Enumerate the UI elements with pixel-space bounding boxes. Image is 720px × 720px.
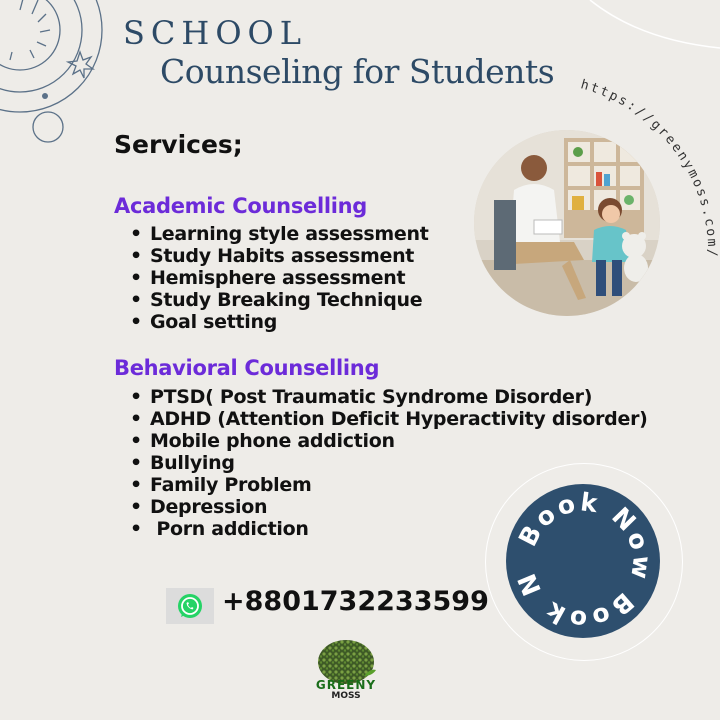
list-item: • Goal setting	[130, 311, 429, 333]
whatsapp-badge[interactable]	[166, 588, 214, 624]
academic-list	[130, 223, 429, 333]
list-item: • Bullying	[130, 452, 648, 474]
page-title: SCHOOL	[123, 14, 308, 52]
list-item: • ADHD (Attention Deficit Hyperactivity disorder)	[130, 408, 648, 430]
page-subtitle: Counseling for Students	[160, 52, 555, 91]
list-item: • Hemisphere assessment	[130, 267, 429, 289]
book-now-text: Book Now Book N	[510, 487, 658, 635]
services-label: Services;	[114, 130, 243, 159]
book-now-button[interactable]	[506, 484, 660, 638]
phone-number[interactable]: +8801732233599	[222, 586, 489, 617]
list-item: • Family Problem	[130, 474, 648, 496]
list-item: • PTSD( Post Traumatic Syndrome Disorder)	[130, 386, 648, 408]
svg-text:Book Now Book Now	[506, 484, 657, 635]
whatsapp-icon	[175, 591, 205, 621]
counseling-photo	[474, 130, 660, 316]
list-item: • Study Habits assessment	[130, 245, 429, 267]
logo-text-moss: MOSS	[331, 691, 361, 701]
list-item: • Learning style assessment	[130, 223, 429, 245]
behavioral-heading: Behavioral Counselling	[114, 356, 380, 380]
astrolabe-decoration	[0, 0, 130, 150]
list-item: • Porn addiction	[130, 518, 648, 540]
logo-text-greeny: GREENY	[315, 678, 377, 692]
website-url-text: https://greenymoss.com/	[578, 77, 720, 259]
list-item: • Study Breaking Technique	[130, 289, 429, 311]
list-item: • Mobile phone addiction	[130, 430, 648, 452]
academic-heading: Academic Counselling	[114, 194, 368, 218]
list-item: • Depression	[130, 496, 648, 518]
